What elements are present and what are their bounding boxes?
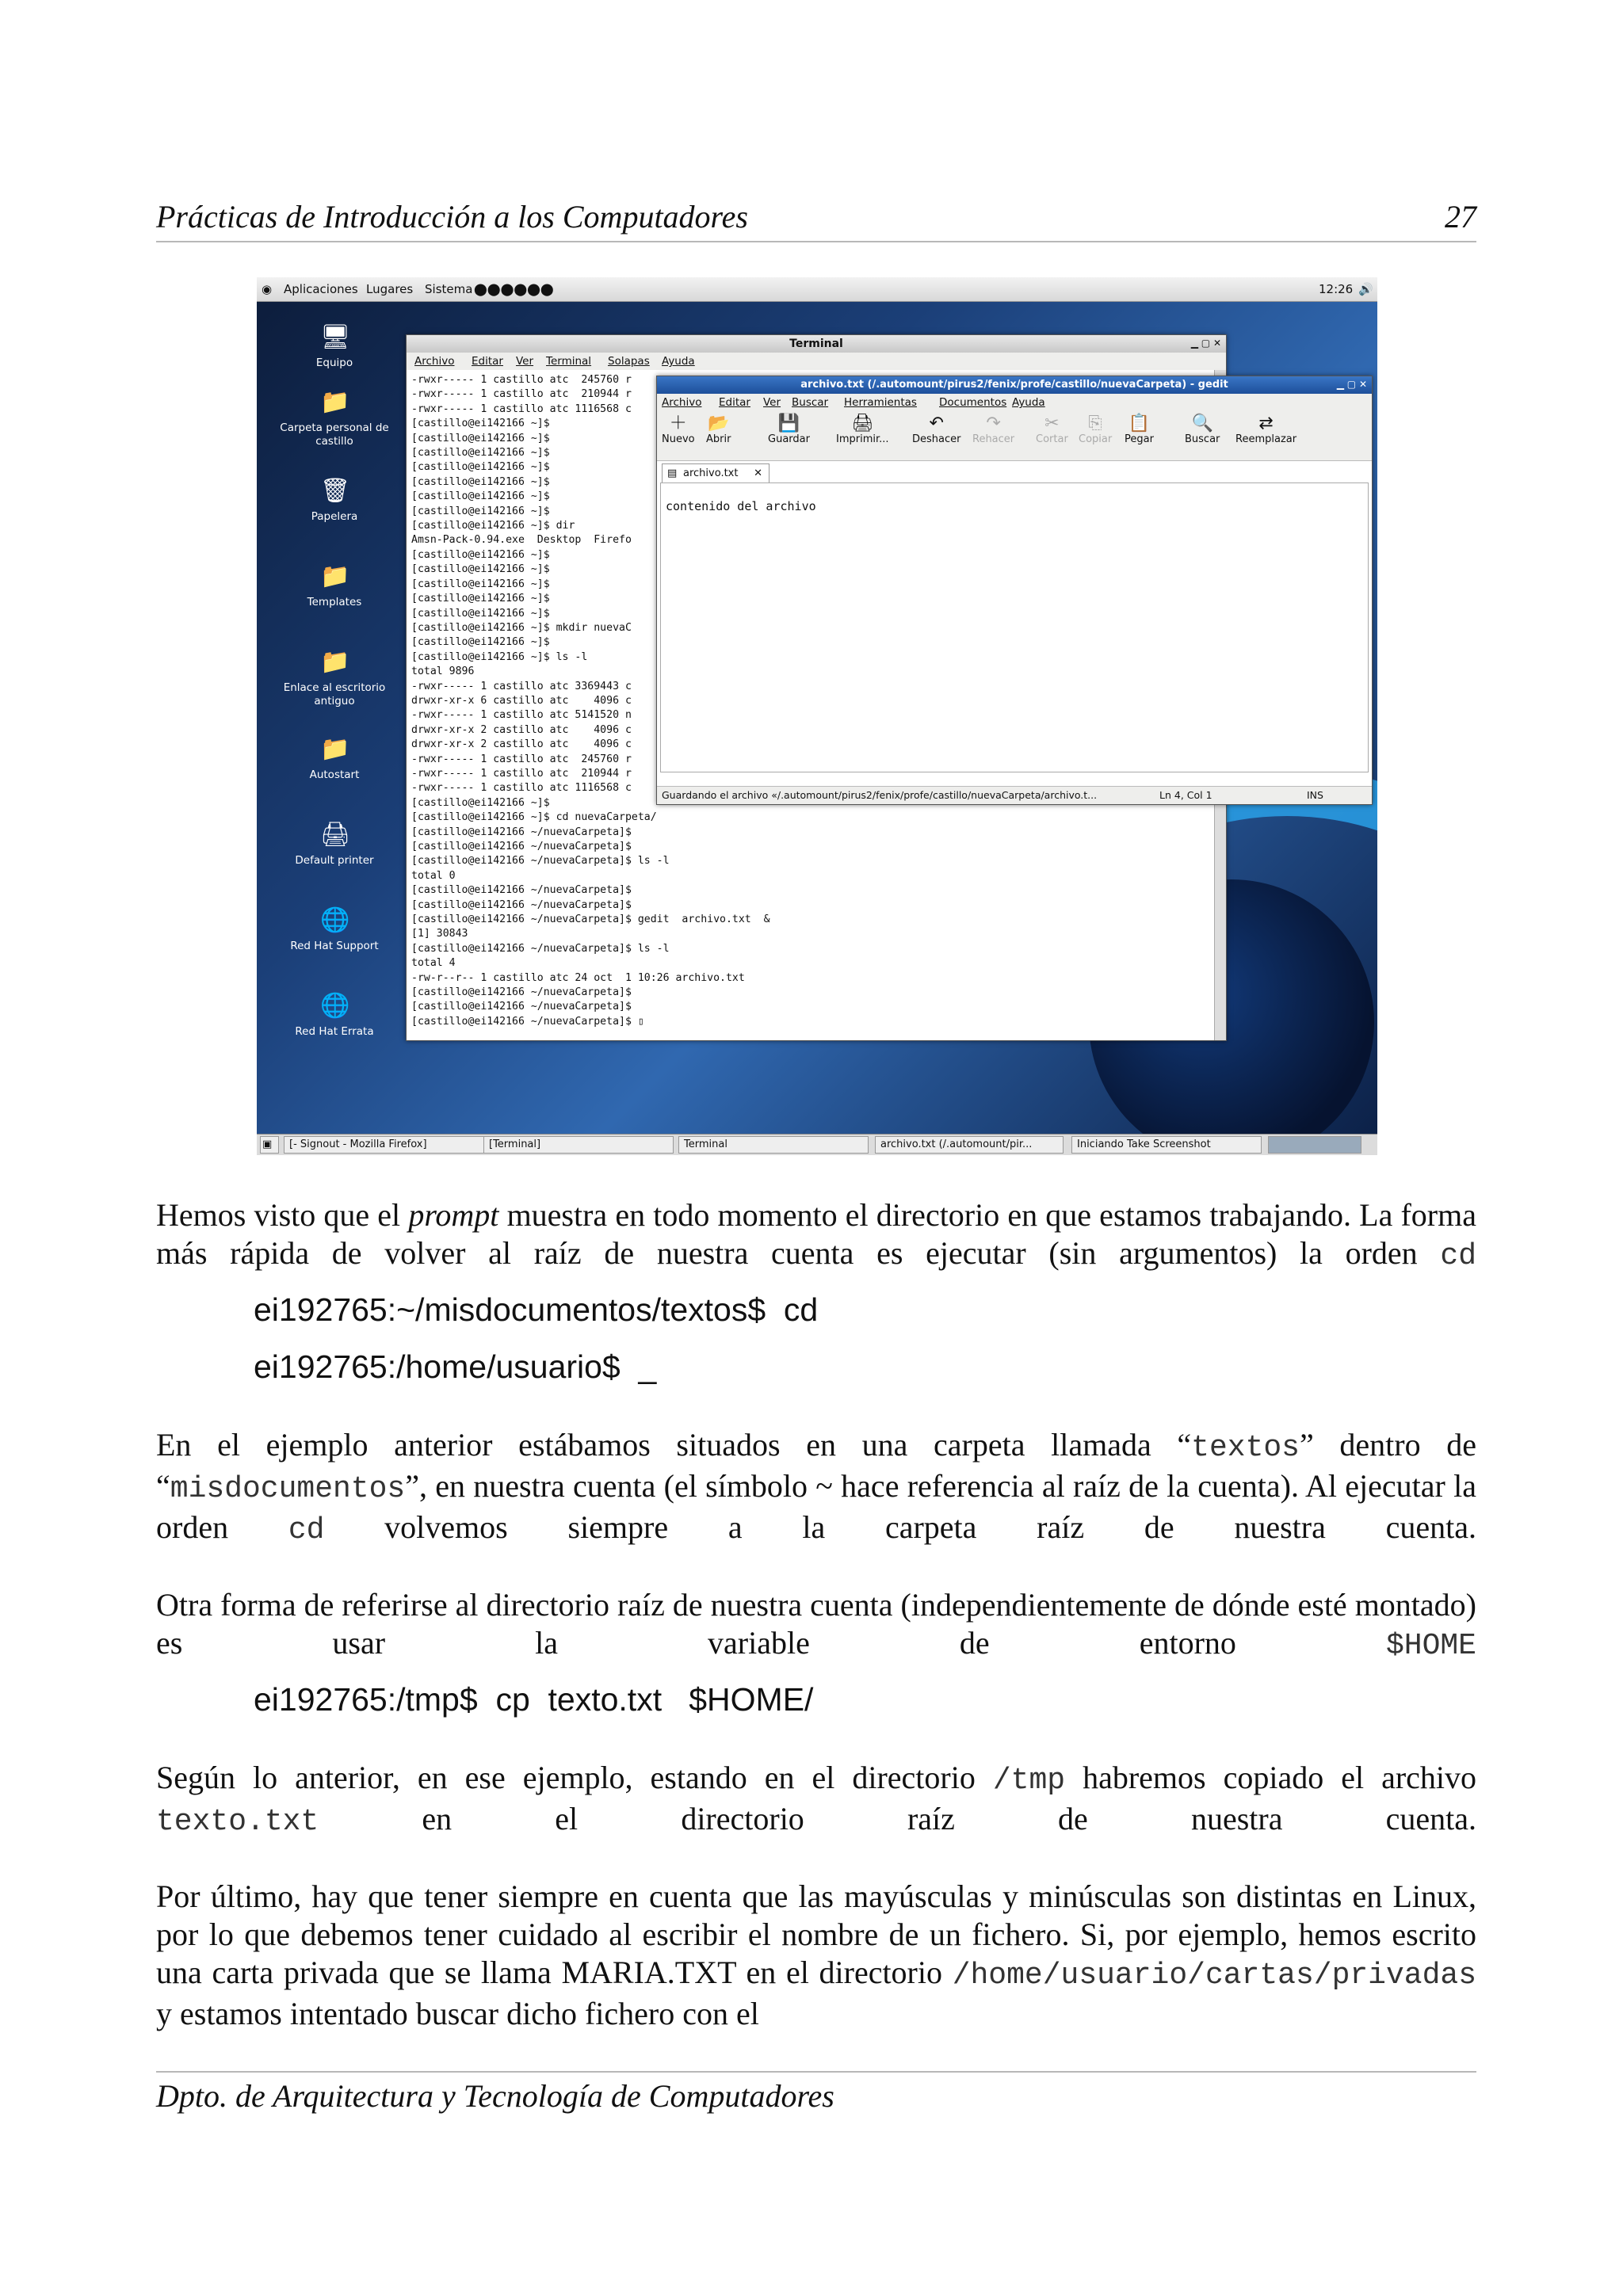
terminal-output[interactable]: -rwxr----- 1 castillo atc 245760 r -rwxr----- 1 castillo atc 210944 r -rwxr----- 1 castillo atc 1116568 c [castillo@ei142166 ~]$ [castillo@ei142166 ~]$ [castillo@ei142166 ~]$ [castillo@ei142166 ~]$ [castillo@ei142166 ~]$ [castillo@ei142166 ~]$ [castillo@ei142166 ~]$ [castillo@ei142166 ~]$ dir Amsn-Pack-0.94.exe Desktop Firefo [castillo@ei142166 ~]$ [castillo@ei142166 ~]$ [castillo@ei142166 ~]$ [castillo@ei142166 ~]$ [castillo@ei142166 ~]$ [castillo@ei142166 ~]$ mkdir nuevaC [castillo@ei142166 ~]$ [castillo@ei142166 ~]$ ls -l total 9896 -rwxr----- 1 castillo atc 3369443 c drwxr-xr-x 6 castillo atc 4096 c -rwxr----- 1 castillo atc 5141520 n drwxr-xr-x 2 castillo atc 4096 c drwxr-xr-x 2 castillo atc 4096 c -rwxr----- 1 castillo atc 245760 r -rwxr----- 1 castillo atc 210944 r -rwxr----- 1 castillo atc 1116568 c [castillo@ei142166 ~]$ [castillo@ei142166 ~]$ cd nuevaCarpeta/ [castillo@ei142166 ~/nuevaCarpeta]$ [castillo@ei142166 ~/nuevaCarpeta]$ [castillo@ei142166 ~/nuevaCarpeta]$ ls -l total 0 [castillo@ei142166 ~/nuevaCarpeta]$ [castillo@ei142166 ~/nuevaCarpeta]$ [castillo@ei142166 ~/nuevaCarpeta]$ gedit archivo.txt & [1] 30843 [castillo@ei142166 ~/nuevaCarpeta]$ ls -l total 4 -rw-r--r-- 1 castillo atc 24 oct 1 10:26 archivo.txt [castillo@ei142166 ~/nuevaCarpeta]$ [castillo@ei142166 ~/nuevaCarpeta]$ [castillo@ei142166 ~/nuevaCarpeta]$ ▯ bbox=[411, 374, 770, 1028]
copy-icon: ⎘ bbox=[1088, 414, 1102, 433]
globe-icon: 🌐 bbox=[320, 992, 350, 1020]
gedit-menu-buscar[interactable]: Buscar bbox=[792, 396, 829, 409]
fedora-icon[interactable]: ◉ bbox=[262, 282, 273, 296]
command-example-2: ei192765:/home/usuario$ _ bbox=[254, 1348, 657, 1385]
cut-icon: ✂ bbox=[1044, 414, 1060, 433]
task-firefox[interactable]: [- Signout - Mozilla Firefox] bbox=[284, 1136, 499, 1154]
terminal-menu-archivo[interactable]: Archivo bbox=[414, 355, 455, 368]
paste-icon: 📋 bbox=[1128, 414, 1151, 433]
tab-close-icon[interactable]: ✕ bbox=[754, 467, 762, 479]
prompt-term: prompt bbox=[408, 1197, 499, 1233]
folder-icon: 📁 bbox=[320, 735, 350, 763]
home-folder-icon: 📁 bbox=[320, 388, 350, 416]
page-header bbox=[156, 193, 1476, 242]
terminal-menu-solapas[interactable]: Solapas bbox=[608, 355, 650, 368]
task-terminal-2[interactable]: Terminal bbox=[678, 1136, 869, 1154]
gedit-window[interactable] bbox=[656, 376, 1373, 805]
terminal-menu-ayuda[interactable]: Ayuda bbox=[662, 355, 695, 368]
clock[interactable]: 12:26 bbox=[1319, 282, 1354, 296]
trash-icon: 🗑 bbox=[320, 477, 351, 505]
menu-aplicaciones[interactable]: Aplicaciones bbox=[284, 282, 358, 296]
bottom-taskbar bbox=[257, 1134, 1377, 1155]
menu-sistema[interactable]: Sistema bbox=[425, 282, 473, 296]
terminal-window-buttons[interactable]: ▁ ▢ ✕ bbox=[1190, 338, 1221, 349]
desktop-icon-rh-support[interactable]: 🌐 Red Hat Support bbox=[290, 906, 379, 952]
gedit-buscar-button[interactable]: 🔍 Buscar bbox=[1185, 414, 1220, 445]
task-terminal-1[interactable]: [Terminal] bbox=[483, 1136, 674, 1154]
header-title: Prácticas de Introducción a los Computadores bbox=[156, 199, 748, 235]
redo-icon: ↷ bbox=[986, 414, 1001, 433]
gedit-menu-archivo[interactable]: Archivo bbox=[662, 396, 702, 409]
gedit-window-buttons[interactable]: ▁ ▢ ✕ bbox=[1336, 379, 1367, 390]
gedit-tab[interactable]: ▤ archivo.txt ✕ bbox=[662, 463, 769, 482]
paragraph-2: En el ejemplo anterior estábamos situados en una carpeta llamada “textos” dentro de “misdocumentos”, en nuestra cuenta (el símbolo ~ hace referencia al raíz de la cuenta). Al ejecutar la orden cd volvemos siempre a la carpeta raíz de nuestra cuenta. bbox=[156, 1427, 1476, 1547]
gedit-nuevo-button[interactable]: ＋ Nuevo bbox=[662, 414, 695, 445]
gedit-menu-documentos[interactable]: Documentos bbox=[939, 396, 1007, 409]
gedit-deshacer-button[interactable]: ↶ Deshacer bbox=[912, 414, 961, 445]
gedit-imprimir-button[interactable]: 🖨 Imprimir... bbox=[836, 414, 889, 445]
terminal-menu-ver[interactable]: Ver bbox=[516, 355, 534, 368]
replace-icon: ⇄ bbox=[1258, 414, 1274, 433]
gedit-copiar-button[interactable]: ⎘ Copiar bbox=[1079, 414, 1113, 445]
terminal-menu-terminal[interactable]: Terminal bbox=[546, 355, 592, 368]
paragraph-3: Otra forma de referirse al directorio raíz de nuestra cuenta (independientemente de dónde esté montado) es usar la variable de entorno $HOME bbox=[156, 1587, 1476, 1663]
print-icon: 🖨 bbox=[851, 414, 874, 433]
volume-icon[interactable]: 🔊 bbox=[1358, 282, 1373, 296]
desktop-icon-old-desktop[interactable]: 📁 Enlace al escritorio antiguo bbox=[283, 648, 386, 707]
gedit-menu-ver[interactable]: Ver bbox=[763, 396, 781, 409]
cursor-position: Ln 4, Col 1 bbox=[1159, 789, 1212, 801]
gedit-rehacer-button[interactable]: ↷ Rehacer bbox=[972, 414, 1015, 445]
gedit-menu-editar[interactable]: Editar bbox=[719, 396, 750, 409]
gedit-menubar bbox=[657, 394, 1372, 411]
terminal-menubar bbox=[407, 353, 1226, 370]
show-desktop-icon[interactable]: ▣ bbox=[260, 1136, 279, 1154]
launcher-icons[interactable]: ⬤⬤⬤⬤⬤⬤ bbox=[474, 282, 554, 296]
gedit-cortar-button[interactable]: ✂ Cortar bbox=[1036, 414, 1068, 445]
gedit-statusbar bbox=[657, 786, 1372, 804]
new-file-icon: ＋ bbox=[669, 414, 687, 433]
folder-link-icon: 📁 bbox=[320, 648, 350, 676]
file-icon: ▤ bbox=[667, 467, 678, 479]
terminal-menu-editar[interactable]: Editar bbox=[472, 355, 503, 368]
terminal-titlebar[interactable]: Terminal bbox=[407, 335, 1226, 353]
desktop-icon-trash[interactable]: 🗑 Papelera bbox=[311, 477, 358, 523]
computer-icon: 🖥 bbox=[320, 323, 351, 351]
desktop-screenshot bbox=[257, 277, 1377, 1155]
desktop-icon-home[interactable]: 📁 Carpeta personal de castillo bbox=[280, 388, 389, 448]
workspace-switcher[interactable] bbox=[1268, 1136, 1361, 1154]
open-folder-icon: 📂 bbox=[708, 414, 730, 433]
page-number: 27 bbox=[1445, 199, 1476, 235]
search-icon: 🔍 bbox=[1191, 414, 1213, 433]
undo-icon: ↶ bbox=[929, 414, 944, 433]
insert-mode: INS bbox=[1307, 789, 1323, 801]
menu-lugares[interactable]: Lugares bbox=[366, 282, 414, 296]
gedit-text-area[interactable] bbox=[660, 482, 1369, 772]
gedit-menu-herramientas[interactable]: Herramientas bbox=[844, 396, 917, 409]
folder-icon: 📁 bbox=[320, 563, 350, 590]
status-message: Guardando el archivo «/.automount/pirus2/fenix/profe/castillo/nuevaCarpeta/archivo.t... bbox=[662, 789, 1098, 801]
save-icon: 💾 bbox=[777, 414, 800, 433]
task-gedit[interactable]: archivo.txt (/.automount/pir... bbox=[875, 1136, 1064, 1154]
paragraph-5: Por último, hay que tener siempre en cuenta que las mayúsculas y minúsculas son distintas en Linux, por lo que debemos tener cuidado al escribir el nombre de un fichero. Si, por ejemplo, hemos escrito una carta privada que se llama MARIA.TXT en el directorio /home/usuario/cartas/privadas y estamos intentado buscar dicho fichero con el bbox=[156, 1878, 1476, 2031]
command-example-1: ei192765:~/misdocumentos/textos$ cd bbox=[254, 1291, 819, 1328]
paragraph-1: Hemos visto que el prompt muestra en todo momento el directorio en que estamos trabajando. La forma más rápida de volver al raíz de nuestra cuenta es ejecutar (sin argumentos) la orden cd bbox=[156, 1197, 1476, 1273]
gedit-guardar-button[interactable]: 💾 Guardar bbox=[768, 414, 810, 445]
gedit-titlebar[interactable]: archivo.txt (/.automount/pirus2/fenix/profe/castillo/nuevaCarpeta) - gedit bbox=[657, 376, 1372, 394]
desktop-icon-autostart[interactable]: 📁 Autostart bbox=[309, 735, 360, 781]
gedit-abrir-button[interactable]: 📂 Abrir bbox=[706, 414, 731, 445]
desktop-icon-rh-errata[interactable]: 🌐 Red Hat Errata bbox=[295, 992, 374, 1038]
gedit-content: contenido del archivo bbox=[666, 499, 816, 513]
command-example-3: ei192765:/tmp$ cp texto.txt $HOME/ bbox=[254, 1681, 814, 1718]
gedit-reemplazar-button[interactable]: ⇄ Reemplazar bbox=[1235, 414, 1297, 445]
paragraph-4: Según lo anterior, en ese ejemplo, estando en el directorio /tmp habremos copiado el archivo texto.txt en el directorio raíz de nuestra cuenta. bbox=[156, 1760, 1477, 1839]
top-panel bbox=[257, 277, 1377, 302]
globe-icon: 🌐 bbox=[320, 906, 350, 934]
desktop-icon-equipo[interactable]: 🖥 Equipo bbox=[315, 323, 353, 369]
footer-text: Dpto. de Arquitectura y Tecnología de Computadores bbox=[156, 2078, 834, 2114]
printer-icon: 🖨 bbox=[320, 821, 351, 849]
code-cd: cd bbox=[1440, 1239, 1476, 1273]
gedit-pegar-button[interactable]: 📋 Pegar bbox=[1125, 414, 1154, 445]
desktop-icon-printer[interactable]: 🖨 Default printer bbox=[295, 821, 374, 867]
gedit-menu-ayuda[interactable]: Ayuda bbox=[1012, 396, 1045, 409]
task-screenshot[interactable]: Iniciando Take Screenshot bbox=[1071, 1136, 1262, 1154]
page-footer bbox=[156, 2071, 1476, 2114]
desktop-icon-templates[interactable]: 📁 Templates bbox=[307, 563, 362, 608]
